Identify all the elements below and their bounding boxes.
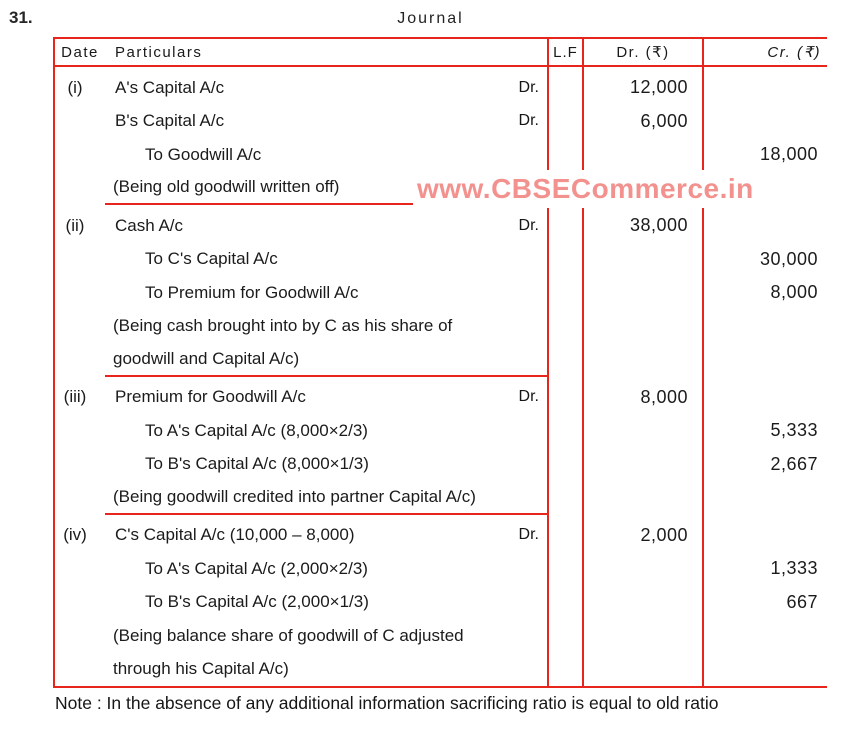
narration-text: (Being cash brought into by C as his share of: [113, 316, 453, 336]
date-label: (iii): [63, 387, 87, 407]
debit-amount: 12,000: [629, 77, 688, 98]
debit-amount: [584, 310, 702, 344]
date-label: (ii): [65, 215, 85, 235]
narration-line: [105, 343, 547, 377]
debit-amount: 8,000: [640, 386, 688, 407]
debit-column: [584, 377, 704, 515]
debit-amount: [584, 481, 702, 515]
credit-amount: 30,000: [759, 248, 818, 269]
particulars-line: [105, 138, 547, 172]
account-text: C's Capital A/c (10,000 – 8,000): [115, 525, 355, 545]
header-particulars: Particulars: [105, 39, 549, 65]
credit-amount: [704, 481, 827, 515]
credit-amount: 18,000: [759, 144, 818, 165]
debit-amount: 38,000: [629, 215, 688, 236]
credit-amount: [704, 653, 827, 687]
journal-entry-ii: [53, 205, 827, 377]
credit-amount: 2,667: [770, 453, 818, 474]
debit-amount: [584, 243, 702, 277]
header-dr-amount: Dr. (₹): [584, 39, 704, 65]
credit-amount: [704, 71, 827, 105]
narration-line: [105, 619, 547, 653]
debit-column: [584, 515, 704, 687]
debit-amount: [584, 448, 702, 482]
dr-label: Dr.: [518, 526, 539, 544]
narration-line: [105, 653, 547, 687]
narration-text: (Being old goodwill written off): [113, 177, 340, 197]
debit-amount: [584, 276, 702, 310]
debit-amount: [584, 653, 702, 687]
particulars-line: [105, 209, 547, 243]
journal-title: Journal: [397, 10, 464, 27]
account-text: To C's Capital A/c: [145, 249, 278, 269]
narration-line: [105, 481, 547, 515]
particulars-line: [105, 586, 547, 620]
credit-amount: [704, 209, 827, 243]
credit-amount: [704, 310, 827, 344]
date-label: (iv): [63, 525, 87, 545]
date-column: [53, 67, 105, 205]
narration-text: (Being balance share of goodwill of C adjusted: [113, 625, 464, 645]
account-text: To A's Capital A/c (2,000×2/3): [145, 558, 368, 578]
credit-amount: [704, 381, 827, 415]
credit-amount: 5,333: [770, 420, 818, 441]
debit-amount: [584, 552, 702, 586]
credit-amount: [704, 343, 827, 377]
particulars-line: [105, 519, 547, 553]
account-text: To B's Capital A/c (2,000×1/3): [145, 592, 369, 612]
particulars-line: [105, 552, 547, 586]
credit-amount: 8,000: [770, 282, 818, 303]
credit-amount: 667: [786, 591, 818, 612]
header-lf: L.F: [549, 39, 584, 65]
particulars-line: [105, 276, 547, 310]
credit-amount: 1,333: [770, 558, 818, 579]
journal-table: [53, 37, 827, 688]
credit-column: [704, 515, 827, 687]
dr-label: Dr.: [518, 78, 539, 96]
credit-column: [704, 205, 827, 377]
header-cr-amount: Cr. (₹): [767, 44, 821, 61]
narration-text: (Being goodwill credited into partner Capital A/c): [113, 486, 476, 506]
debit-amount: 2,000: [640, 524, 688, 545]
account-text: A's Capital A/c: [115, 77, 225, 97]
particulars-line: [105, 414, 547, 448]
account-text: B's Capital A/c: [115, 111, 225, 131]
particulars-column: [105, 205, 549, 377]
particulars-line: [105, 71, 547, 105]
site-watermark: www.CBSECommerce.in: [413, 170, 758, 208]
account-text: To A's Capital A/c (8,000×2/3): [145, 420, 368, 440]
particulars-line: [105, 381, 547, 415]
table-header-row: [53, 39, 827, 67]
debit-amount: [584, 343, 702, 377]
lf-column: [549, 205, 584, 377]
account-text: To Premium for Goodwill A/c: [145, 282, 359, 302]
lf-column: [549, 377, 584, 515]
date-column: [53, 515, 105, 687]
journal-entry-iv: [53, 515, 827, 687]
header-date: Date: [53, 39, 105, 65]
account-text: To B's Capital A/c (8,000×1/3): [145, 454, 369, 474]
credit-amount: [704, 105, 827, 139]
account-text: Cash A/c: [115, 215, 184, 235]
narration-text: through his Capital A/c): [113, 659, 289, 679]
journal-entry-iii: [53, 377, 827, 515]
particulars-column: [105, 377, 549, 515]
question-number: 31.: [9, 8, 33, 27]
dr-label: Dr.: [518, 112, 539, 130]
debit-amount: [584, 586, 702, 620]
credit-amount: [704, 519, 827, 553]
particulars-line: [105, 105, 547, 139]
lf-column: [549, 515, 584, 687]
debit-amount: [584, 414, 702, 448]
dr-label: Dr.: [518, 216, 539, 234]
debit-amount: [584, 619, 702, 653]
particulars-line: [105, 448, 547, 482]
debit-amount: [584, 138, 702, 172]
account-text: To Goodwill A/c: [145, 144, 262, 164]
narration-text: goodwill and Capital A/c): [113, 348, 300, 368]
debit-column: [584, 205, 704, 377]
date-label: (i): [67, 77, 83, 97]
account-text: Premium for Goodwill A/c: [115, 387, 306, 407]
particulars-column: [105, 515, 549, 687]
narration-line: [105, 310, 547, 344]
debit-amount: 6,000: [640, 110, 688, 131]
particulars-line: [105, 243, 547, 277]
date-column: [53, 377, 105, 515]
date-column: [53, 205, 105, 377]
credit-amount: [704, 619, 827, 653]
credit-column: [704, 377, 827, 515]
note-text: Note : In the absence of any additional information sacrificing ratio is equal to old ratio: [55, 693, 719, 713]
dr-label: Dr.: [518, 388, 539, 406]
